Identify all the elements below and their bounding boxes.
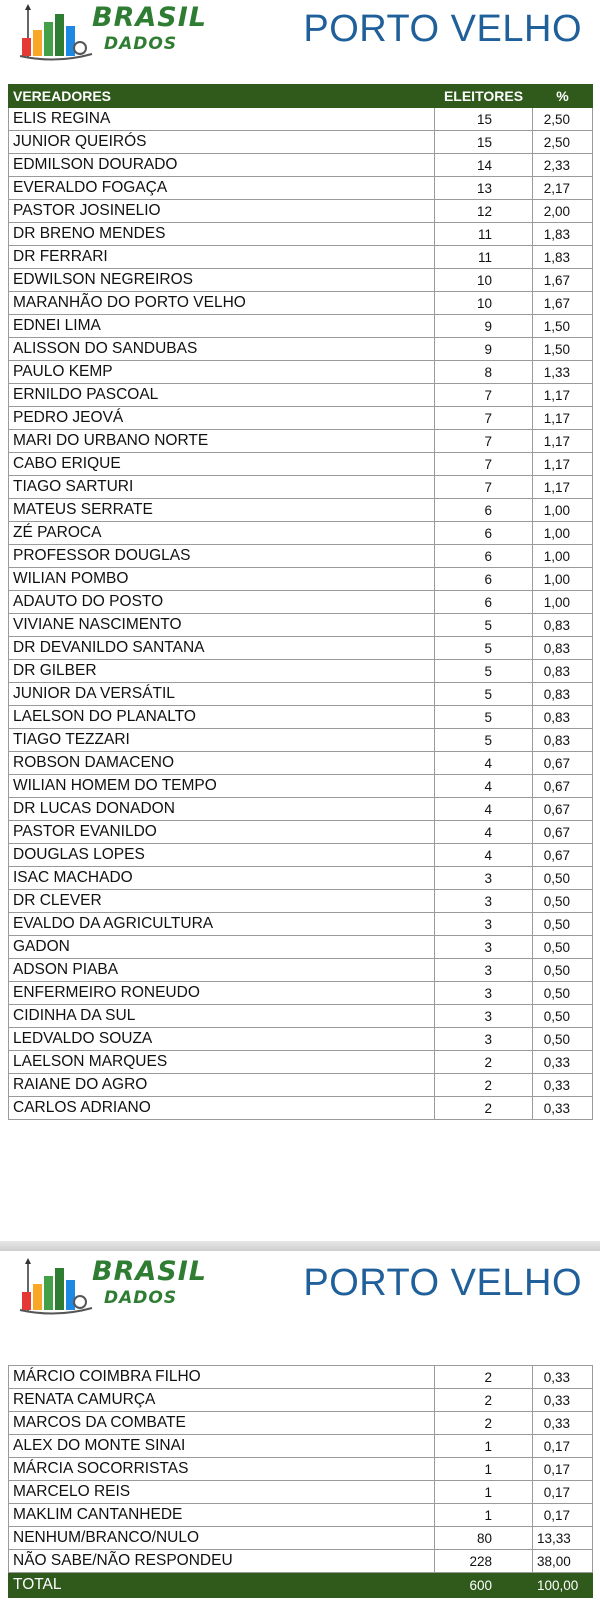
table-row (9, 1435, 593, 1458)
voters-percent: 0,17 (533, 1504, 593, 1527)
candidate-name: NÃO SABE/NÃO RESPONDEU (9, 1550, 435, 1573)
voters-count: 9 (435, 315, 533, 338)
voters-percent: 1,17 (533, 453, 593, 476)
voters-count: 3 (435, 959, 533, 982)
voters-count: 6 (435, 568, 533, 591)
voters-count: 1 (435, 1481, 533, 1504)
voters-percent: 13,33 (533, 1527, 593, 1550)
candidate-name: ERNILDO PASCOAL (9, 384, 435, 407)
voters-percent: 0,83 (533, 706, 593, 729)
candidate-name: DR BRENO MENDES (9, 223, 435, 246)
candidate-name: PASTOR EVANILDO (9, 821, 435, 844)
voters-count: 2 (435, 1412, 533, 1435)
table-row (9, 1366, 593, 1389)
candidate-name: LEDVALDO SOUZA (9, 1028, 435, 1051)
voters-percent: 1,17 (533, 430, 593, 453)
table-row (9, 729, 593, 752)
voters-percent: 0,17 (533, 1435, 593, 1458)
voters-count: 5 (435, 706, 533, 729)
candidate-name: NENHUM/BRANCO/NULO (9, 1527, 435, 1550)
candidate-name: EDMILSON DOURADO (9, 154, 435, 177)
table-row (9, 384, 593, 407)
candidate-name: ADSON PIABA (9, 959, 435, 982)
voters-count: 2 (435, 1389, 533, 1412)
voters-count: 1 (435, 1504, 533, 1527)
voters-count: 6 (435, 545, 533, 568)
header (0, 0, 600, 80)
table-row (9, 683, 593, 706)
voters-count: 15 (435, 108, 533, 131)
voters-percent: 1,00 (533, 522, 593, 545)
table-row (9, 131, 593, 154)
voters-percent: 0,50 (533, 890, 593, 913)
candidate-name: MARI DO URBANO NORTE (9, 430, 435, 453)
candidate-name: MARCELO REIS (9, 1481, 435, 1504)
table-row (9, 1550, 593, 1573)
candidate-name: TIAGO SARTURI (9, 476, 435, 499)
brand-line-2: DADOS (104, 1288, 178, 1308)
voters-percent: 1,83 (533, 223, 593, 246)
candidate-name: PROFESSOR DOUGLAS (9, 545, 435, 568)
voters-count: 4 (435, 844, 533, 867)
table-row (9, 315, 593, 338)
candidate-name: EDNEI LIMA (9, 315, 435, 338)
voters-percent: 0,50 (533, 959, 593, 982)
brasil-dados-logo (16, 4, 206, 64)
table-row (9, 407, 593, 430)
voters-count: 228 (435, 1550, 533, 1573)
voters-percent: 0,83 (533, 614, 593, 637)
candidate-name: WILIAN POMBO (9, 568, 435, 591)
table-row (9, 1028, 593, 1051)
candidate-name: CABO ERIQUE (9, 453, 435, 476)
voters-percent: 1,00 (533, 499, 593, 522)
candidate-name: ALISSON DO SANDUBAS (9, 338, 435, 361)
table-row (9, 821, 593, 844)
voters-percent: 1,00 (533, 568, 593, 591)
voters-percent: 1,33 (533, 361, 593, 384)
table-row (9, 568, 593, 591)
voters-percent: 0,50 (533, 1028, 593, 1051)
table-row (9, 775, 593, 798)
voters-count: 5 (435, 683, 533, 706)
header-percent: % (533, 85, 593, 108)
header-vereadores: VEREADORES (9, 85, 435, 108)
results-table-2 (8, 1365, 593, 1598)
voters-count: 14 (435, 154, 533, 177)
table-row (9, 338, 593, 361)
voters-count: 80 (435, 1527, 533, 1550)
voters-percent: 0,33 (533, 1389, 593, 1412)
voters-count: 9 (435, 338, 533, 361)
candidate-name: PEDRO JEOVÁ (9, 407, 435, 430)
table-row (9, 154, 593, 177)
table-row (9, 706, 593, 729)
voters-percent: 1,83 (533, 246, 593, 269)
city-title: PORTO VELHO (303, 8, 582, 50)
candidate-name: VIVIANE NASCIMENTO (9, 614, 435, 637)
brasil-dados-logo (16, 1258, 206, 1318)
candidate-name: JUNIOR DA VERSÁTIL (9, 683, 435, 706)
voters-percent: 0,83 (533, 729, 593, 752)
table-row (9, 108, 593, 131)
candidate-name: PASTOR JOSINELIO (9, 200, 435, 223)
candidate-name: MÁRCIO COIMBRA FILHO (9, 1366, 435, 1389)
table-row (9, 545, 593, 568)
header-eleitores: ELEITORES (435, 85, 533, 108)
voters-percent: 0,67 (533, 775, 593, 798)
candidate-name: WILIAN HOMEM DO TEMPO (9, 775, 435, 798)
voters-percent: 2,00 (533, 200, 593, 223)
candidate-name: GADON (9, 936, 435, 959)
header (0, 1254, 600, 1334)
table-row (9, 476, 593, 499)
voters-count: 2 (435, 1051, 533, 1074)
voters-count: 7 (435, 430, 533, 453)
city-title: PORTO VELHO (303, 1262, 582, 1304)
table-row (9, 913, 593, 936)
table-row (9, 591, 593, 614)
table-row (9, 269, 593, 292)
voters-count: 12 (435, 200, 533, 223)
candidate-name: RAIANE DO AGRO (9, 1074, 435, 1097)
candidate-name: DR DEVANILDO SANTANA (9, 637, 435, 660)
page-divider (0, 1241, 600, 1251)
voters-count: 4 (435, 752, 533, 775)
table-row (9, 890, 593, 913)
table-row (9, 752, 593, 775)
voters-count: 3 (435, 890, 533, 913)
table-row (9, 223, 593, 246)
voters-percent: 0,83 (533, 683, 593, 706)
voters-percent: 0,50 (533, 936, 593, 959)
table-row (9, 453, 593, 476)
voters-percent: 0,50 (533, 982, 593, 1005)
candidate-name: ISAC MACHADO (9, 867, 435, 890)
voters-percent: 0,67 (533, 798, 593, 821)
voters-count: 13 (435, 177, 533, 200)
table-row (9, 637, 593, 660)
candidate-name: PAULO KEMP (9, 361, 435, 384)
voters-percent: 1,00 (533, 591, 593, 614)
voters-percent: 0,83 (533, 660, 593, 683)
candidate-name: DR FERRARI (9, 246, 435, 269)
table-row (9, 614, 593, 637)
candidate-name: DOUGLAS LOPES (9, 844, 435, 867)
table-row (9, 200, 593, 223)
voters-count: 3 (435, 913, 533, 936)
voters-percent: 0,33 (533, 1412, 593, 1435)
table-row (9, 246, 593, 269)
candidate-name: ROBSON DAMACENO (9, 752, 435, 775)
candidate-name: ZÉ PAROCA (9, 522, 435, 545)
voters-count: 6 (435, 499, 533, 522)
voters-count: 7 (435, 453, 533, 476)
voters-percent: 0,67 (533, 821, 593, 844)
voters-count: 3 (435, 867, 533, 890)
voters-percent: 0,50 (533, 867, 593, 890)
voters-percent: 1,17 (533, 384, 593, 407)
voters-percent: 2,50 (533, 108, 593, 131)
voters-percent: 1,17 (533, 476, 593, 499)
candidate-name: TIAGO TEZZARI (9, 729, 435, 752)
candidate-name: ELIS REGINA (9, 108, 435, 131)
voters-percent: 0,17 (533, 1481, 593, 1504)
table-row (9, 660, 593, 683)
voters-percent: 1,50 (533, 315, 593, 338)
voters-percent: 0,67 (533, 752, 593, 775)
candidate-name: ALEX DO MONTE SINAI (9, 1435, 435, 1458)
table-row (9, 959, 593, 982)
voters-count: 11 (435, 246, 533, 269)
candidate-name: MARCOS DA COMBATE (9, 1412, 435, 1435)
table-row (9, 1051, 593, 1074)
table-row (9, 798, 593, 821)
voters-count: 7 (435, 407, 533, 430)
voters-percent: 0,33 (533, 1366, 593, 1389)
candidate-name: EVALDO DA AGRICULTURA (9, 913, 435, 936)
candidate-name: EDWILSON NEGREIROS (9, 269, 435, 292)
voters-percent: 0,67 (533, 844, 593, 867)
table-row (9, 1389, 593, 1412)
voters-count: 2 (435, 1097, 533, 1120)
voters-percent: 2,50 (533, 131, 593, 154)
voters-count: 7 (435, 476, 533, 499)
voters-count: 10 (435, 292, 533, 315)
brand-line-1: BRASIL (92, 2, 207, 33)
voters-count: 4 (435, 798, 533, 821)
total-percent: 100,00 (533, 1573, 593, 1598)
table-row (9, 1097, 593, 1120)
total-label: TOTAL (9, 1573, 435, 1598)
voters-percent: 1,17 (533, 407, 593, 430)
voters-count: 2 (435, 1366, 533, 1389)
voters-count: 6 (435, 591, 533, 614)
candidate-name: JUNIOR QUEIRÓS (9, 131, 435, 154)
candidate-name: MARANHÃO DO PORTO VELHO (9, 292, 435, 315)
table-row (9, 361, 593, 384)
voters-count: 4 (435, 821, 533, 844)
table-row (9, 1458, 593, 1481)
candidate-name: CARLOS ADRIANO (9, 1097, 435, 1120)
voters-percent: 2,33 (533, 154, 593, 177)
candidate-name: MAKLIM CANTANHEDE (9, 1504, 435, 1527)
voters-percent: 1,67 (533, 269, 593, 292)
voters-count: 2 (435, 1074, 533, 1097)
voters-count: 5 (435, 637, 533, 660)
candidate-name: LAELSON MARQUES (9, 1051, 435, 1074)
voters-count: 3 (435, 1028, 533, 1051)
total-row (9, 1573, 593, 1598)
table-row (9, 522, 593, 545)
candidate-name: DR CLEVER (9, 890, 435, 913)
voters-count: 5 (435, 614, 533, 637)
table-row (9, 1527, 593, 1550)
table-row (9, 1074, 593, 1097)
voters-count: 1 (435, 1435, 533, 1458)
voters-percent: 1,67 (533, 292, 593, 315)
total-voters: 600 (435, 1573, 533, 1598)
voters-percent: 0,83 (533, 637, 593, 660)
voters-count: 3 (435, 982, 533, 1005)
page-section-2 (0, 1254, 600, 1593)
voters-percent: 0,33 (533, 1051, 593, 1074)
table-row (9, 1005, 593, 1028)
voters-count: 3 (435, 936, 533, 959)
voters-percent: 38,00 (533, 1550, 593, 1573)
voters-percent: 0,50 (533, 913, 593, 936)
bar-chart-logo-icon (16, 4, 96, 64)
results-table-1 (8, 84, 593, 1120)
table-row (9, 177, 593, 200)
candidate-name: MÁRCIA SOCORRISTAS (9, 1458, 435, 1481)
voters-percent: 0,50 (533, 1005, 593, 1028)
table-row (9, 867, 593, 890)
table-row (9, 430, 593, 453)
voters-count: 1 (435, 1458, 533, 1481)
table-row (9, 1481, 593, 1504)
voters-percent: 1,00 (533, 545, 593, 568)
table-row (9, 1412, 593, 1435)
table-row (9, 844, 593, 867)
voters-count: 10 (435, 269, 533, 292)
voters-percent: 2,17 (533, 177, 593, 200)
voters-percent: 1,50 (533, 338, 593, 361)
voters-count: 4 (435, 775, 533, 798)
voters-count: 11 (435, 223, 533, 246)
candidate-name: RENATA CAMURÇA (9, 1389, 435, 1412)
voters-count: 5 (435, 729, 533, 752)
table-row (9, 982, 593, 1005)
table-row (9, 292, 593, 315)
voters-count: 15 (435, 131, 533, 154)
bar-chart-logo-icon (16, 1258, 96, 1318)
candidate-name: MATEUS SERRATE (9, 499, 435, 522)
voters-percent: 0,17 (533, 1458, 593, 1481)
table-row (9, 499, 593, 522)
brand-line-2: DADOS (104, 34, 178, 54)
voters-count: 6 (435, 522, 533, 545)
voters-count: 7 (435, 384, 533, 407)
candidate-name: DR GILBER (9, 660, 435, 683)
voters-count: 3 (435, 1005, 533, 1028)
candidate-name: ENFERMEIRO RONEUDO (9, 982, 435, 1005)
table-header-row (9, 85, 593, 108)
voters-count: 8 (435, 361, 533, 384)
candidate-name: DR LUCAS DONADON (9, 798, 435, 821)
candidate-name: LAELSON DO PLANALTO (9, 706, 435, 729)
voters-count: 5 (435, 660, 533, 683)
candidate-name: ADAUTO DO POSTO (9, 591, 435, 614)
brand-line-1: BRASIL (92, 1256, 207, 1287)
candidate-name: EVERALDO FOGAÇA (9, 177, 435, 200)
table-row (9, 936, 593, 959)
voters-percent: 0,33 (533, 1074, 593, 1097)
candidate-name: CIDINHA DA SUL (9, 1005, 435, 1028)
voters-percent: 0,33 (533, 1097, 593, 1120)
table-row (9, 1504, 593, 1527)
